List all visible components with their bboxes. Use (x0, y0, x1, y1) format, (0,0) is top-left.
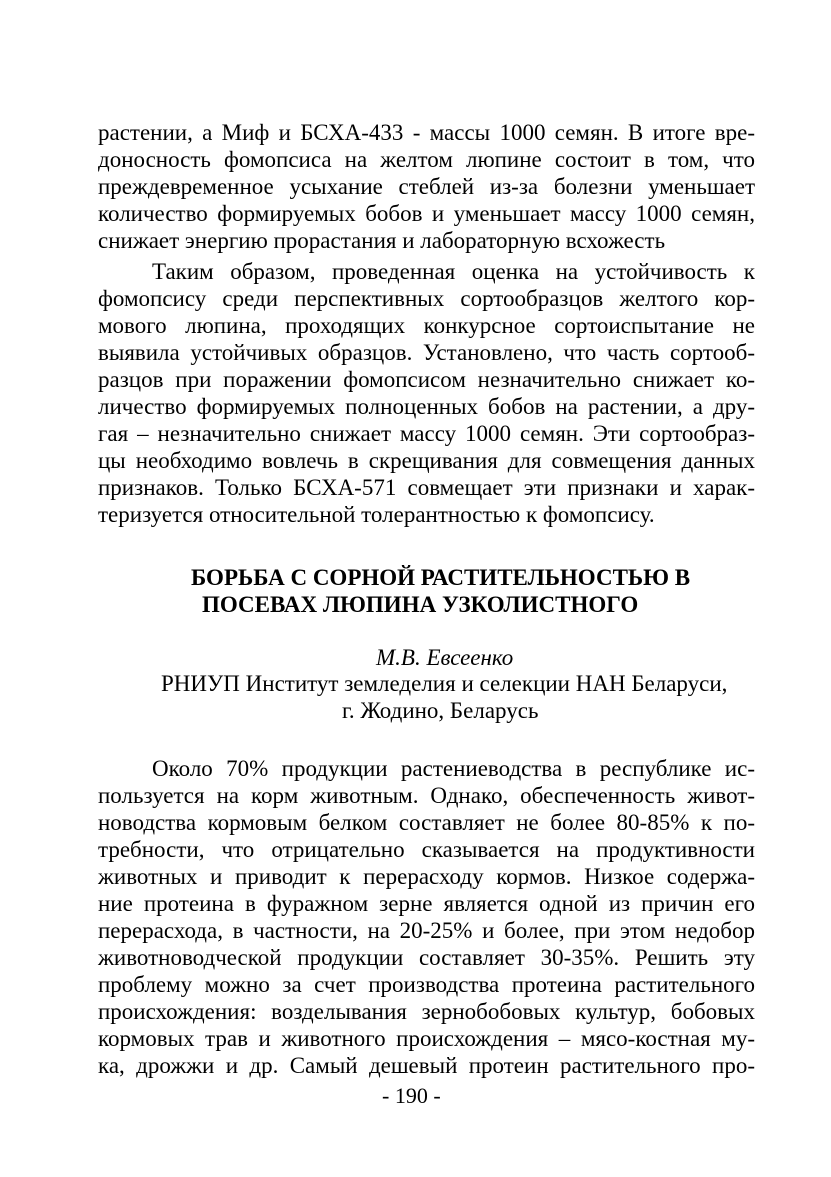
text-line: Около 70% продукции растениеводства в республике ис- (152, 756, 755, 781)
text-line: Таким образом, проведенная оценка на устойчивость к (152, 259, 755, 284)
text-line: проблему можно за счет производства протеина растительного (98, 972, 755, 997)
text-line: преждевременное усыхание стеблей из-за болезни уменьшает (98, 174, 755, 199)
text-line: ние протеина в фуражном зерне является одной из причин его (98, 891, 755, 916)
text-line: новодства кормовым белком составляет не более 80-85% к по- (98, 810, 755, 835)
text-line: цы необходимо вовлечь в скрещивания для совмещения данных (98, 448, 755, 473)
page-number: - 190 - (382, 1083, 441, 1108)
text-line: выявила устойчивых образцов. Установлено, что часть сортооб- (98, 340, 755, 365)
text-line: гая – незначительно снижает массу 1000 семян. Эти сортообраз- (98, 421, 755, 446)
affiliation-line-1: РНИУП Институт земледелия и селекции НАН Беларуси, (161, 671, 728, 696)
text-line: требности, что отрицательно сказывается на продуктивности (98, 837, 755, 862)
text-line: мового люпина, проходящих конкурсное сортоиспытание не (98, 313, 755, 338)
text-line: ка, дрожжи и др. Самый дешевый протеин растительного про- (98, 1053, 755, 1078)
text-line: животных и приводит к перерасходу кормов. Низкое содержа- (98, 864, 755, 889)
text-line: теризуется относительной толерантностью к фомопсису. (98, 502, 655, 527)
text-line: животноводческой продукции составляет 30-35%. Решить эту (98, 945, 755, 970)
text-line: разцов при поражении фомопсисом незначительно снижает ко- (98, 367, 755, 392)
text-line: личество формируемых полноценных бобов на растении, а дру- (98, 394, 755, 419)
text-line: доносность фомопсиса на желтом люпине состоит в том, что (98, 147, 755, 172)
text-line: количество формируемых бобов и уменьшает массу 1000 семян, (98, 201, 755, 226)
text-line: кормовых трав и животного происхождения – мясо-костная му- (98, 1026, 755, 1051)
text-line: пользуется на корм животным. Однако, обеспеченность живот- (98, 783, 755, 808)
text-line: перерасхода, в частности, на 20-25% и более, при этом недобор (98, 918, 755, 943)
article-title-line-2: ПОСЕВАХ ЛЮПИНА УЗКОЛИСТНОГО (202, 592, 639, 617)
text-line: признаков. Только БСХА-571 совмещает эти признаки и харак- (98, 475, 755, 500)
text-line: происхождения: возделывания зернобобовых культур, бобовых (98, 999, 755, 1024)
affiliation-line-2: г. Жодино, Беларусь (342, 698, 539, 723)
text-line: снижает энергию прорастания и лабораторную всхожесть (98, 228, 666, 253)
article-author: М.В. Евсеенко (376, 645, 514, 670)
text-line: растении, а Миф и БСХА-433 - массы 1000 семян. В итоге вре- (98, 120, 755, 145)
article-title-line-1: БОРЬБА С СОРНОЙ РАСТИТЕЛЬНОСТЬЮ В (191, 565, 691, 590)
text-line: фомопсису среди перспективных сортообразцов желтого кор- (98, 286, 755, 311)
